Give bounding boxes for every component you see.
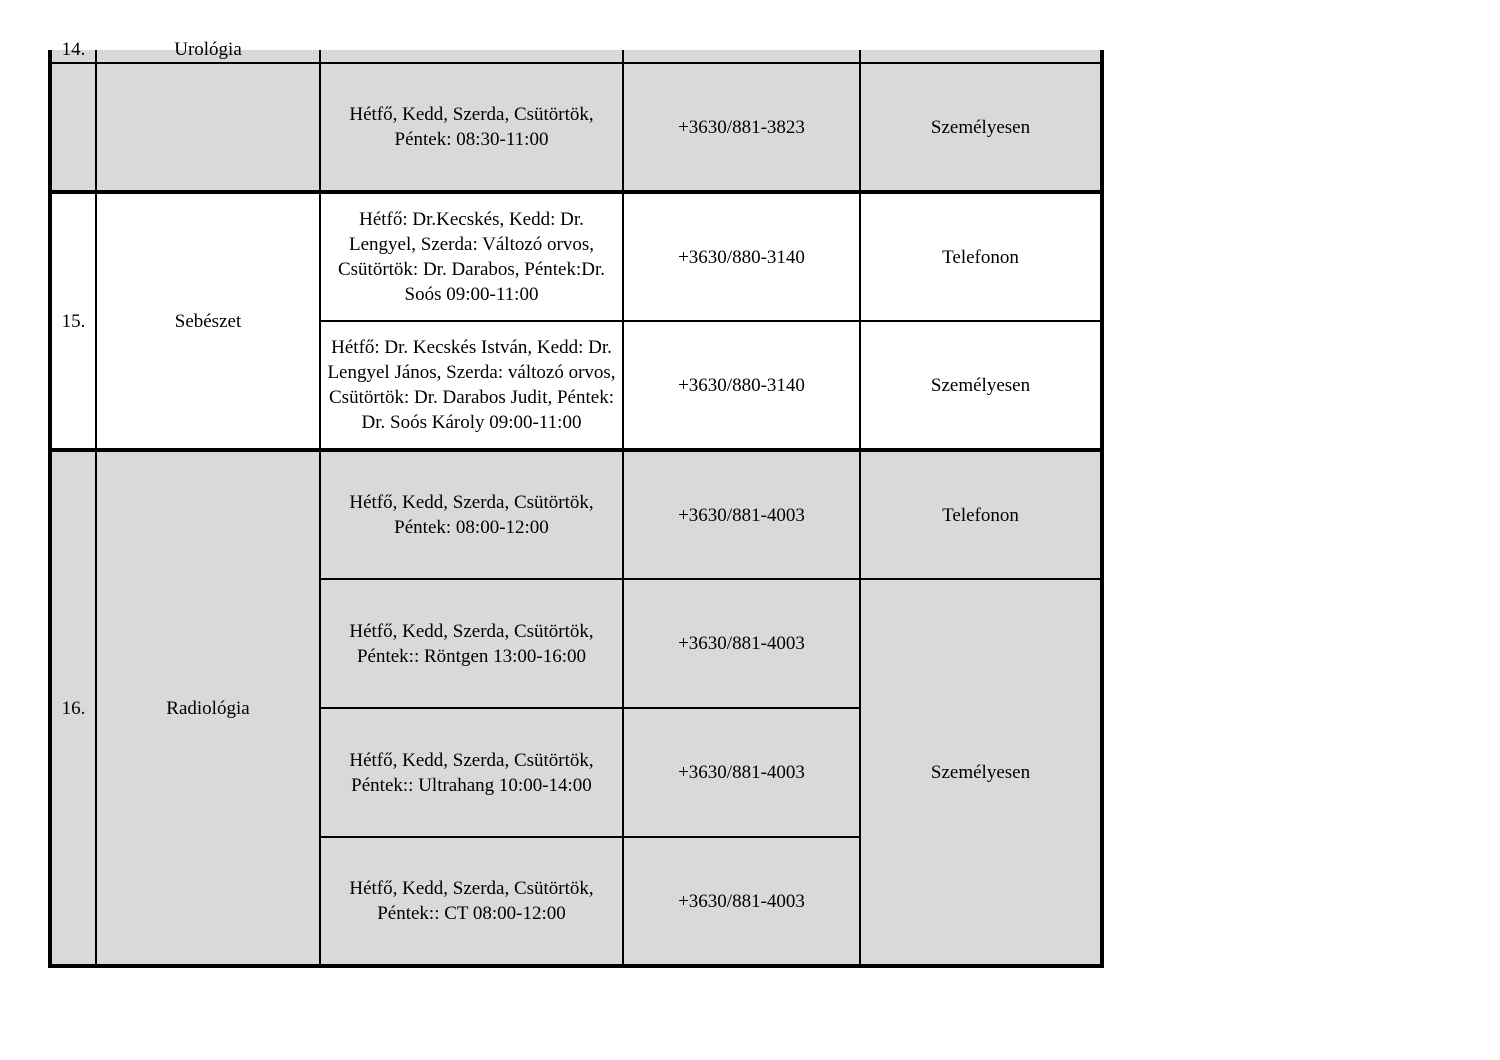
hours-cell: Hétfő: Dr.Kecskés, Kedd: Dr. Lengyel, Szerda: Változó orvos, Csütörtök: Dr. Darabos, Péntek:Dr. Soós 09:00-11:00 [320,192,623,321]
phone-cell: +3630/880-3140 [623,192,860,321]
row-number-cell: 16. [50,450,96,966]
row-number: 14. [61,39,86,60]
phone-cell: +3630/881-4003 [623,579,860,708]
phone-cell: +3630/881-4003 [623,837,860,966]
row-number-cell [50,39,96,63]
phone-cell-empty [623,50,860,63]
phone-cell: +3630/881-4003 [623,708,860,837]
department-cell: Sebészet [96,192,320,450]
row-number-cell: 15. [50,192,96,450]
phone-cell: +3630/880-3140 [623,321,860,450]
method-cell: Személyesen [860,321,1102,450]
phone-cell: +3630/881-3823 [623,63,860,192]
method-cell-empty [860,50,1102,63]
department-cell [96,63,320,192]
hours-cell: Hétfő, Kedd, Szerda, Csütörtök, Péntek: 08:30-11:00 [320,63,623,192]
table-row-radiologia-1 [50,450,1102,579]
table-row-sebeszet-1 [50,192,1102,321]
row-number-cell [50,63,96,192]
department-cell [96,39,320,63]
table-row-urologia-header [50,50,1102,63]
hours-cell: Hétfő: Dr. Kecskés István, Kedd: Dr. Lengyel János, Szerda: változó orvos, Csütörtök: Dr. Darabos Judit, Péntek: Dr. Soós Károly 09:00-11:00 [320,321,623,450]
method-cell: Telefonon [860,450,1102,579]
method-cell: Személyesen [860,579,1102,966]
hours-cell: Hétfő, Kedd, Szerda, Csütörtök, Péntek: 08:00-12:00 [320,450,623,579]
table-viewport [48,39,1100,958]
hours-cell: Hétfő, Kedd, Szerda, Csütörtök, Péntek:: Ultrahang 10:00-14:00 [320,708,623,837]
method-cell: Telefonon [860,192,1102,321]
phone-cell: +3630/881-4003 [623,450,860,579]
department-cell: Radiológia [96,450,320,966]
method-cell: Személyesen [860,63,1102,192]
department-name: Urológia [174,39,242,60]
hours-cell: Hétfő, Kedd, Szerda, Csütörtök, Péntek:: CT 08:00-12:00 [320,837,623,966]
hours-cell: Hétfő, Kedd, Szerda, Csütörtök, Péntek:: Röntgen 13:00-16:00 [320,579,623,708]
hours-cell-empty [320,50,623,63]
table-row-urologia [50,63,1102,192]
schedule-table [48,39,1104,968]
